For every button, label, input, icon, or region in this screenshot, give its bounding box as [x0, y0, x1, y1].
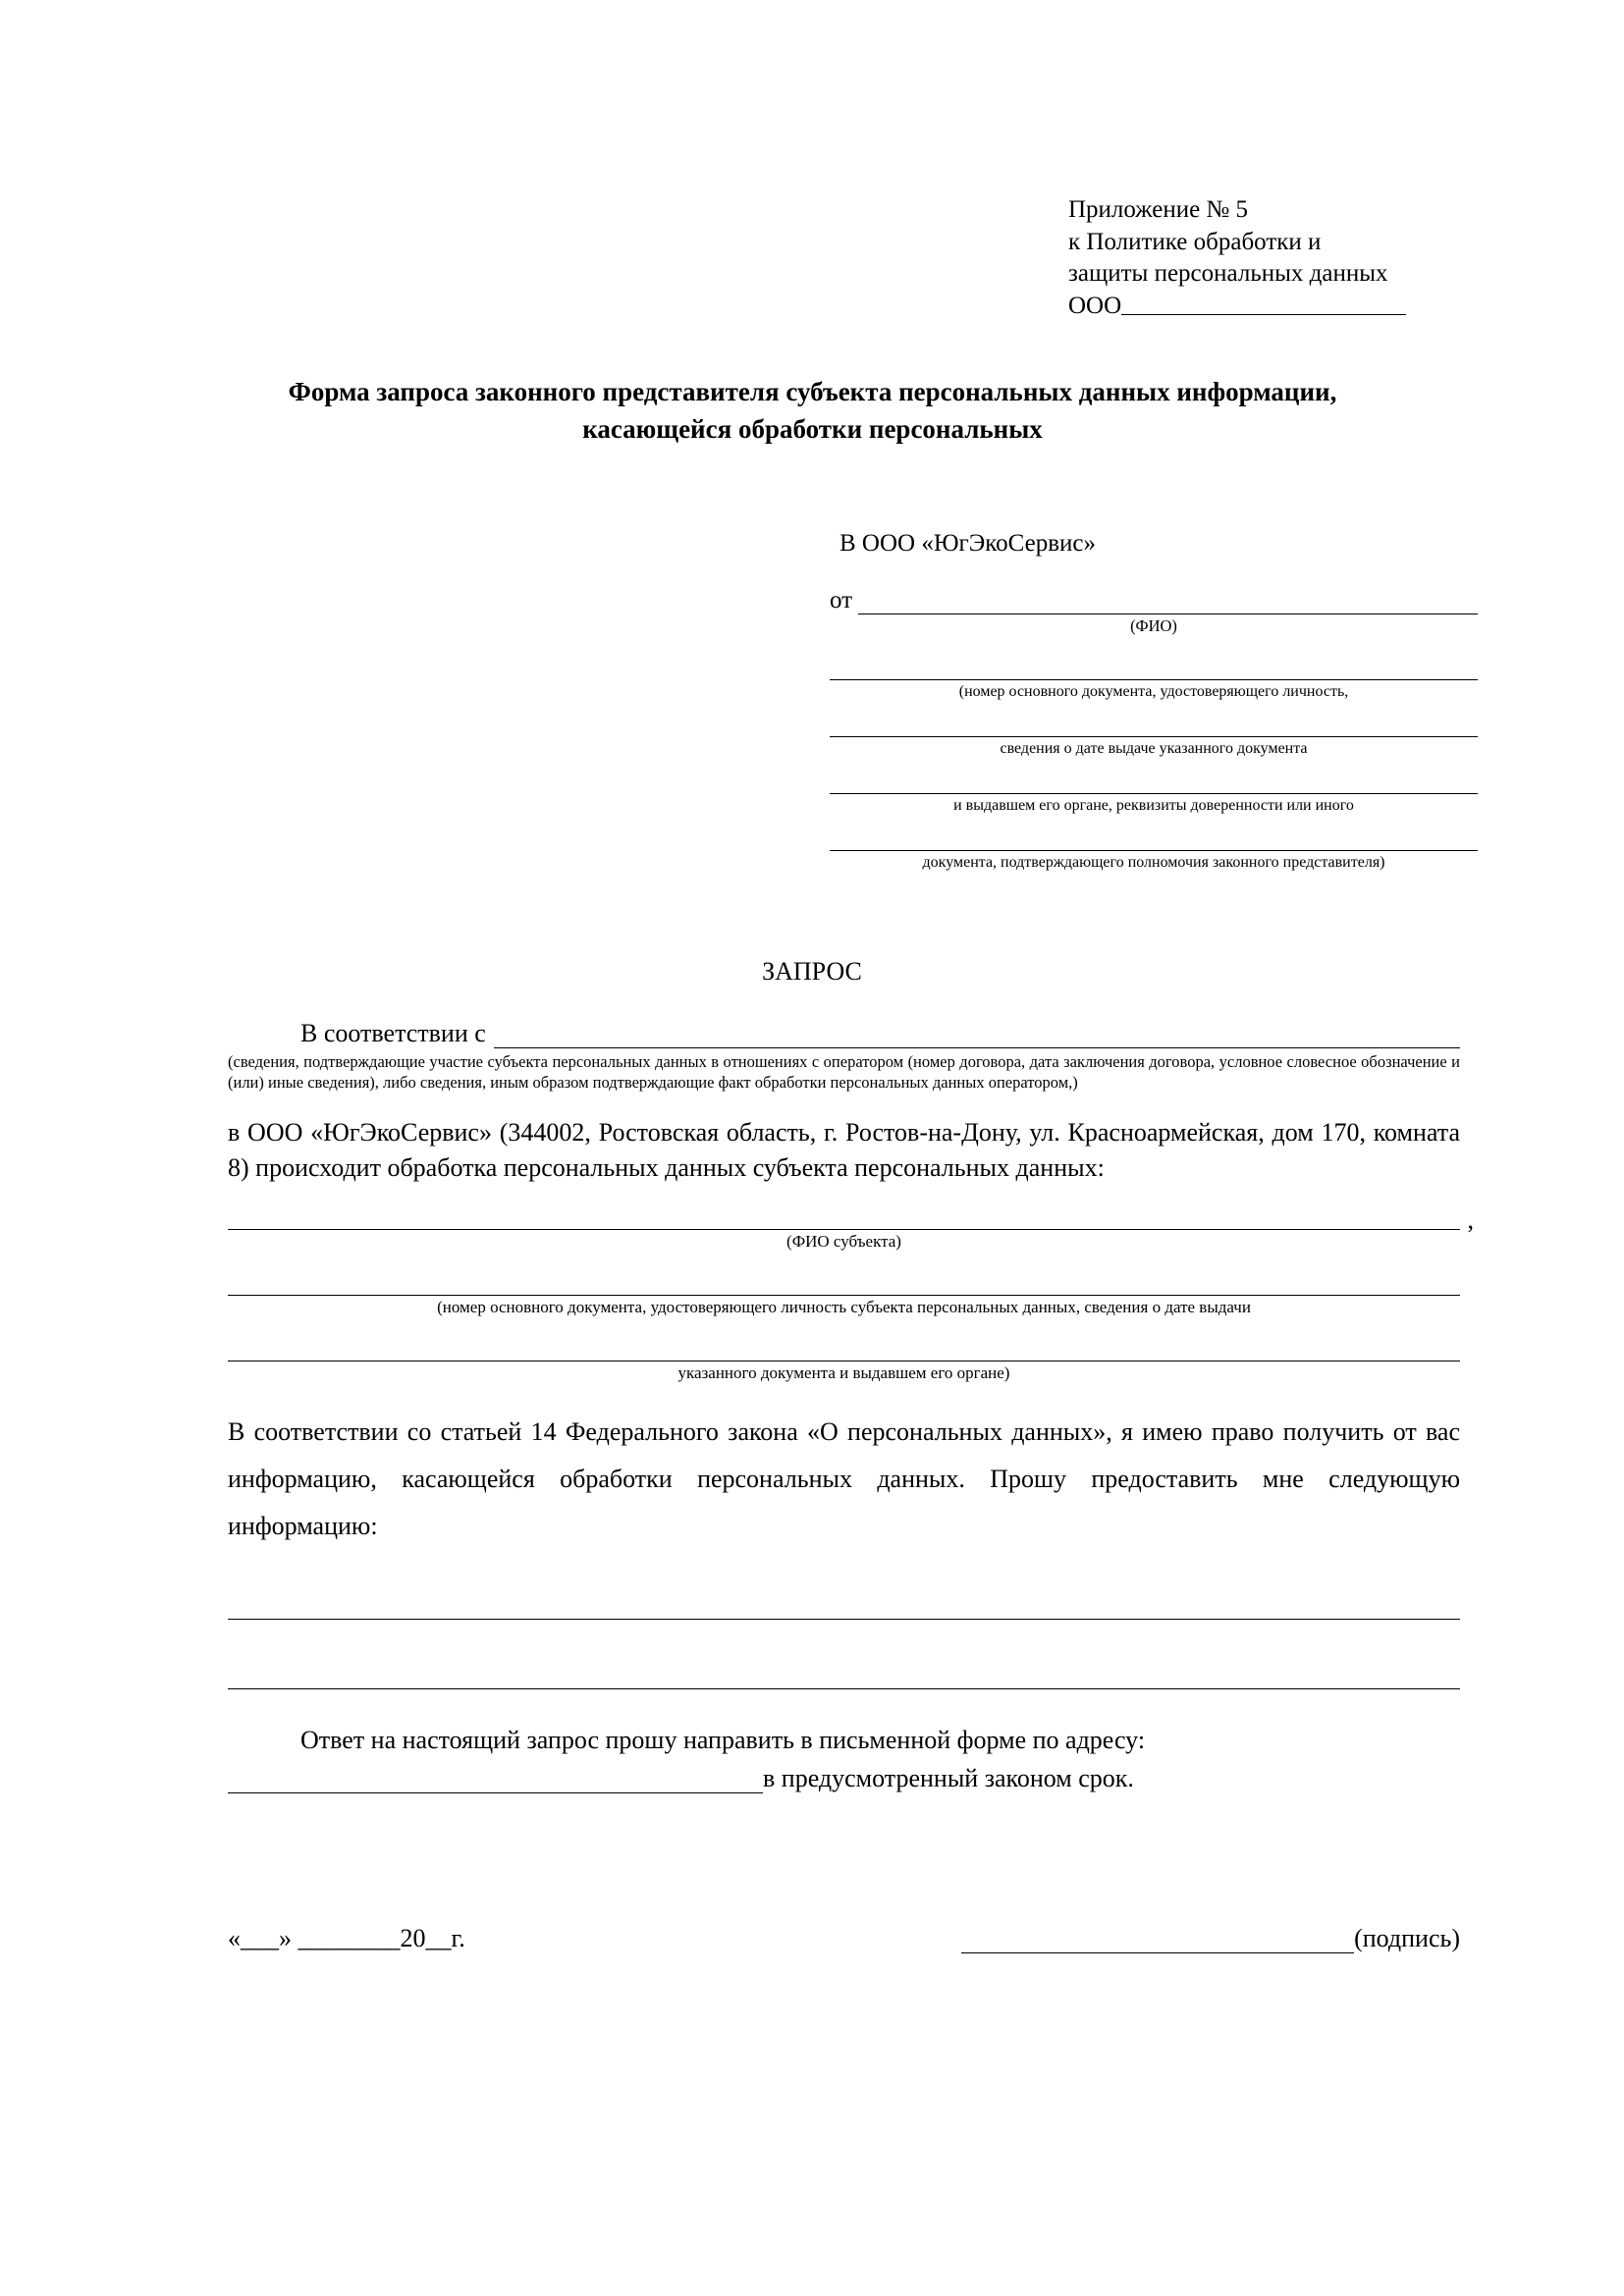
addressee-organization: В ООО «ЮгЭкоСервис» [839, 530, 1097, 557]
caption-fio: (ФИО) [1130, 616, 1177, 635]
caption-subject-doc-1: (номер основного документа, удостоверяющего личность субъекта персональных данных, сведения о дате выдачи [437, 1297, 1251, 1316]
signature-block [961, 1924, 1460, 1953]
header-line-2: к Политике обработки и [1068, 228, 1322, 255]
subject-doc-blank-field-2[interactable] [228, 1331, 1460, 1362]
from-label: от [830, 587, 853, 614]
date-field[interactable]: «___» ________20__г. [228, 1924, 465, 1952]
signature-label: (подпись) [1354, 1924, 1460, 1952]
information-blank-field-2[interactable] [228, 1653, 1460, 1689]
page-title: Форма запроса законного представителя субъекта персональных данных информации, касающейся обработки персональных [288, 377, 1337, 445]
header-ooo-blank[interactable] [1121, 294, 1406, 315]
caption-doc-date: сведения о дате выдаче указанного документа [1000, 739, 1308, 757]
header-block [1068, 194, 1559, 322]
in-accordance-row [228, 1019, 1460, 1048]
doc-organ-blank-field[interactable] [830, 768, 1478, 794]
paragraph-organization: в ООО «ЮгЭкоСервис» (344002, Ростовская область, г. Ростов-на-Дону, ул. Красноармейская, дом 170, комната 8) происходит обработка персональных данных субъекта персональных данных: [228, 1117, 1460, 1182]
addressee-block [830, 530, 1478, 873]
document-body [228, 1011, 1474, 1793]
caption-subject-doc-2: указанного документа и выдавшем его органе) [677, 1362, 1010, 1382]
signature-blank-field[interactable] [961, 1931, 1354, 1953]
from-blank-field[interactable] [858, 592, 1478, 614]
answer-tail-text: в предусмотренный законом срок. [763, 1764, 1134, 1793]
fineprint-note: (сведения, подтверждающие участие субъекта персональных данных в отношениях с оператором (номер договора, дата заключения договора, условное словесное обозначение и (или) иные сведения), либо сведения, иным образом подтверждающие факт обработки персональных данных оператором,) [228, 1052, 1460, 1093]
header-ooo-label: ООО [1068, 292, 1122, 319]
caption-doc-number: (номер основного документа, удостоверяющего личность, [958, 682, 1349, 700]
doc-authority-blank-field[interactable] [830, 825, 1478, 851]
trailing-comma: , [1467, 1204, 1474, 1234]
caption-doc-authority: документа, подтверждающего полномочия законного представителя) [922, 854, 1385, 872]
header-line-4 [1068, 291, 1406, 323]
doc-date-blank-field[interactable] [830, 711, 1478, 737]
header-line-3: защиты персональных данных [1068, 260, 1388, 287]
subject-doc-blank-field-1[interactable] [228, 1265, 1460, 1296]
answer-address-row [228, 1764, 1460, 1793]
information-blank-field-1[interactable] [228, 1583, 1460, 1620]
paragraph-law: В соответствии со статьей 14 Федерального закона «О персональных данных», я имею право получить от вас информацию, касающейся обработки персональных данных. Прошу предоставить мне следующую информацию: [228, 1416, 1460, 1540]
subject-fio-blank-field[interactable] [228, 1200, 1474, 1234]
doc-number-blank-field[interactable] [830, 654, 1478, 680]
in-accordance-label: В соответствии с [300, 1019, 486, 1047]
in-accordance-blank-field[interactable] [494, 1026, 1460, 1048]
caption-doc-organ: и выдавшем его органе, реквизиты доверенности или иного [953, 797, 1354, 815]
caption-subject-fio: (ФИО субъекта) [786, 1231, 901, 1251]
answer-address-blank-field[interactable] [228, 1769, 763, 1793]
from-row [830, 587, 1478, 614]
signature-row [228, 1924, 1460, 1953]
request-heading: ЗАПРОС [762, 957, 862, 986]
answer-paragraph: Ответ на настоящий запрос прошу направить в письменной форме по адресу: [300, 1725, 1146, 1754]
header-line-1: Приложение № 5 [1068, 196, 1249, 223]
